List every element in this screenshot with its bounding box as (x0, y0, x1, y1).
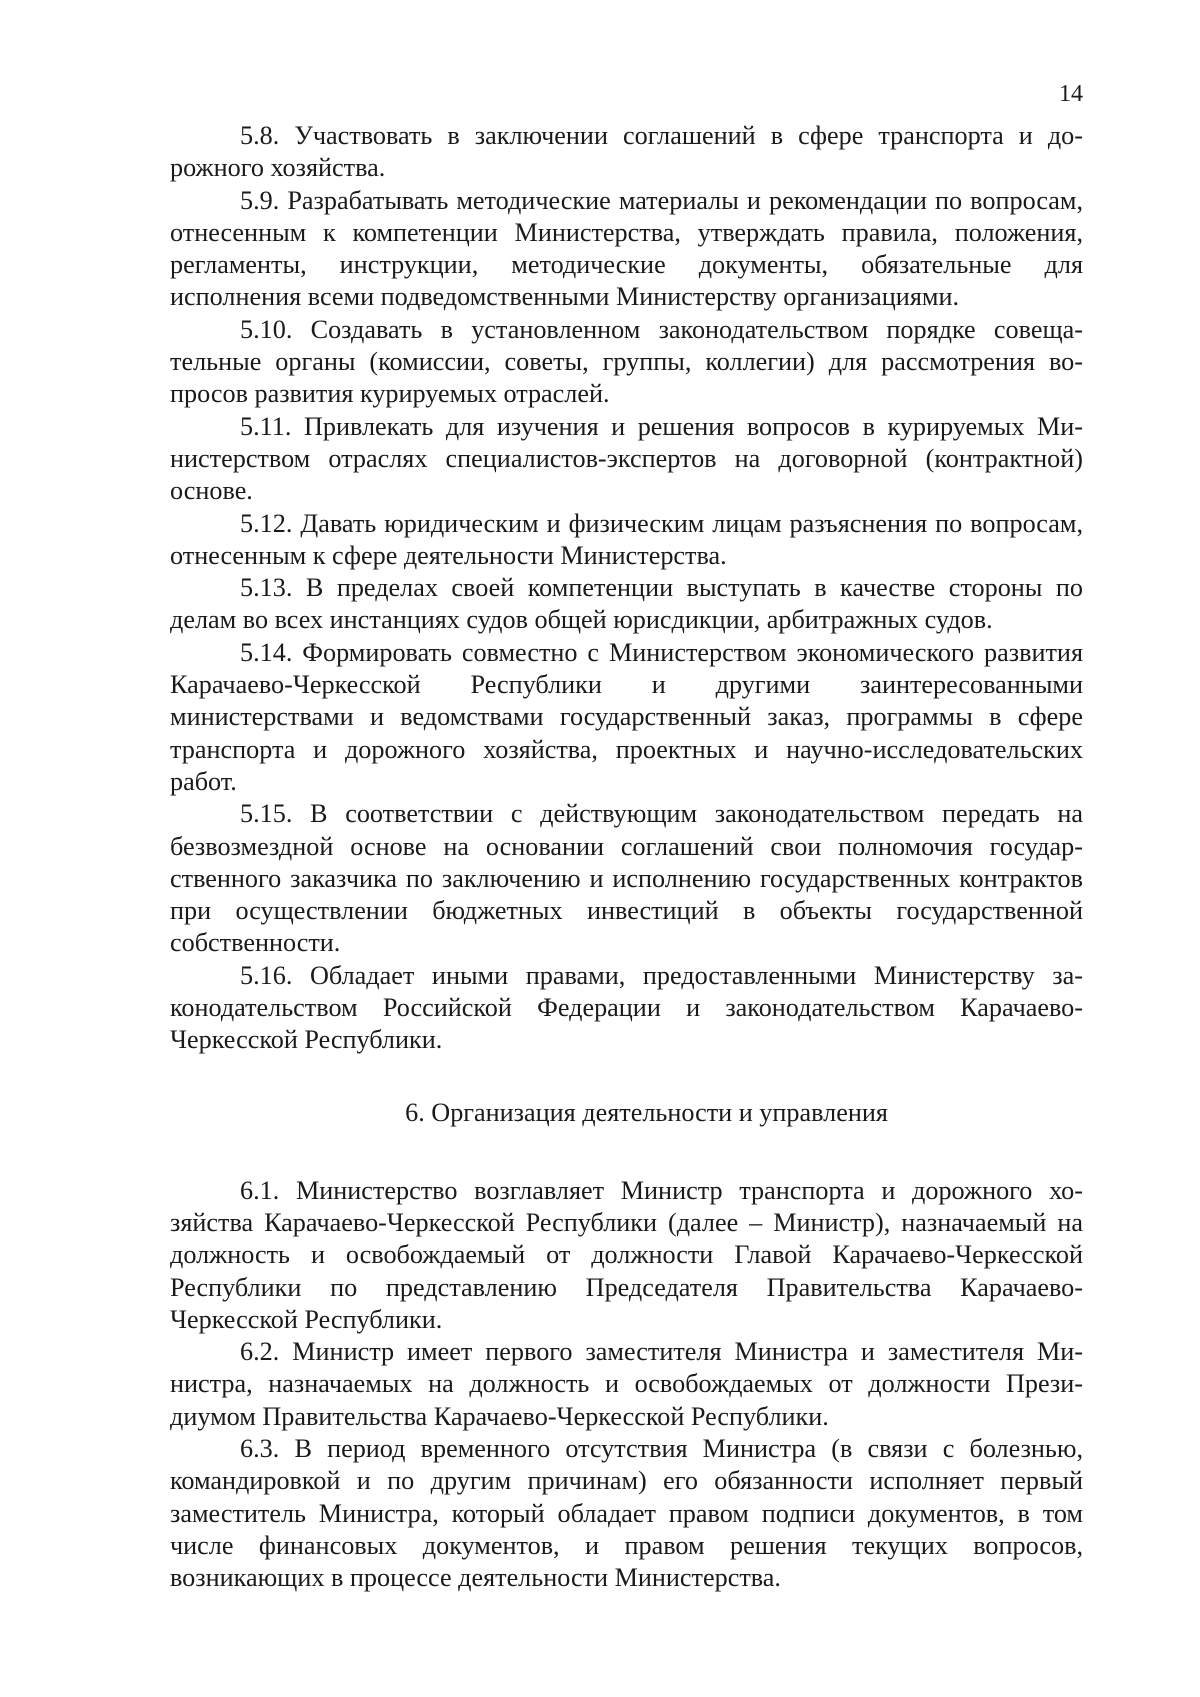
paragraph-6-1: 6.1. Министерство возглавляет Министр транспорта и дорожного хозяйства Карачаево-Черкесской Республики (далее – Министр), назначаемый на должность и освобождаемый от должности Главой Карачаево-Черкесской Республики по представлению Председателя Правительства Карачаево-Черкесской Республики. (170, 1175, 1083, 1334)
paragraph-5-15: 5.15. В соответствии с действующим законодательством передать на безвозмездной основе на основании соглашений свои полномочия государственного заказчика по заключению и исполнению государственных контрактов при осуществлении бюджетных инвестиций в объекты государственной собственности. (170, 799, 1083, 958)
paragraph-5-16: 5.16. Обладает иными правами, предоставленными Министерству законодательством Российской Федерации и законодательством Карачаево-Черкесской Республики. (170, 960, 1083, 1055)
paragraph-5-9: 5.9. Разрабатывать методические материалы и рекомендации по вопросам, отнесенным к компетенции Министерства, утверждать правила, положения, регламенты, инструкции, методические документы, обязательные для исполнения всеми подведомственными Министерству организациями. (170, 185, 1083, 312)
paragraph-5-11: 5.11. Привлекать для изучения и решения вопросов в курируемых Министерством отраслях специалистов-экспертов на договорной (контрактной) основе. (170, 411, 1083, 506)
paragraph-5-8: 5.8. Участвовать в заключении соглашений в сфере транспорта и дорожного хозяйства. (170, 121, 1083, 183)
paragraph-5-14: 5.14. Формировать совместно с Министерством экономического развития Карачаево-Черкесской Республики и другими заинтересованными министерствами и ведомствами государственный заказ, программы в сфере транспорта и дорожного хозяйства, проектных и научно-исследовательских работ. (170, 637, 1083, 796)
paragraph-5-10: 5.10. Создавать в установленном законодательством порядке совещательные органы (комиссии, советы, группы, коллегии) для рассмотрения вопросов развития курируемых отраслей. (170, 314, 1083, 409)
paragraph-6-2: 6.2. Министр имеет первого заместителя Министра и заместителя Министра, назначаемых на должность и освобождаемых от должности Президиумом Правительства Карачаево-Черкесской Республики. (170, 1337, 1083, 1431)
paragraph-5-13: 5.13. В пределах своей компетенции выступать в качестве стороны по делам во всех инстанциях судов общей юрисдикции, арбитражных судов. (170, 573, 1083, 635)
document-body (170, 120, 1083, 1594)
paragraph-5-12: 5.12. Давать юридическим и физическим лицам разъяснения по вопросам, отнесенным к сфере деятельности Министерства. (170, 508, 1083, 570)
section-heading: 6. Организация деятельности и управления (405, 1097, 888, 1127)
paragraph-6-3: 6.3. В период временного отсутствия Министра (в связи с болезнью, командировкой и по другим причинам) его обязанности исполняет первый заместитель Министра, который обладает правом подписи документов, в том числе финансовых документов, и правом решения текущих вопросов, возникающих в процессе деятельности Министерства. (170, 1433, 1083, 1593)
page-number: 14 (1059, 81, 1083, 107)
